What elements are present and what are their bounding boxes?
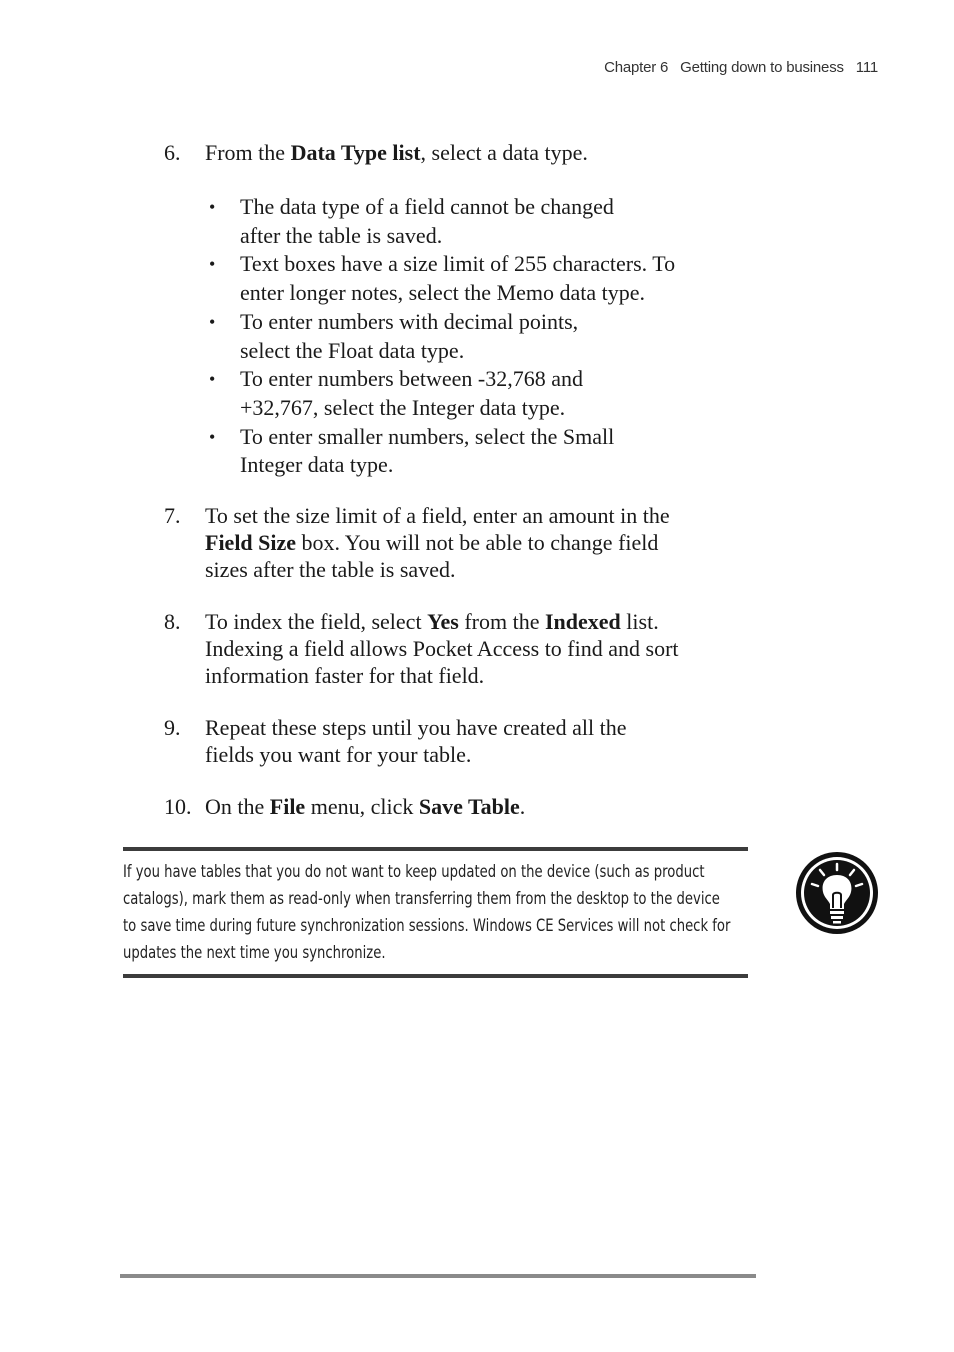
- bullet-icon: •: [209, 311, 216, 332]
- text-line: To enter smaller numbers, select the Small: [240, 423, 615, 449]
- text-line: To set the size limit of a field, enter an amount in the: [205, 503, 670, 528]
- step-number: 7.: [164, 503, 181, 528]
- step-number: 6.: [164, 140, 181, 165]
- list-item: [209, 308, 769, 365]
- step-text: [205, 139, 765, 166]
- page-number: 111: [855, 59, 878, 76]
- page-footer-rule: [120, 1274, 756, 1278]
- tip-top-rule: [123, 847, 748, 851]
- step-text: [205, 714, 765, 768]
- bold-term: Data Type list: [290, 140, 421, 165]
- text-line: +32,767, select the Integer data type.: [240, 394, 566, 420]
- text-run: from the: [458, 609, 545, 634]
- list-item: [209, 365, 769, 422]
- text-line: Integer data type.: [240, 452, 394, 478]
- text-line: Indexing a field allows Pocket Access to find and sort: [205, 636, 679, 661]
- step-text: [205, 608, 765, 689]
- text-line: after the table is saved.: [240, 222, 443, 248]
- text-line: If you have tables that you do not want to keep updated on the device (such as product: [123, 862, 705, 881]
- text-line: updates the next time you synchronize.: [123, 943, 386, 962]
- chapter-label: Chapter 6: [604, 59, 669, 76]
- text-run: On the: [205, 794, 270, 819]
- step-number: 10.: [164, 794, 192, 819]
- lightbulb-icon: [795, 851, 879, 935]
- text-line: To enter numbers between -32,768 and: [240, 366, 584, 392]
- bold-term: Yes: [427, 609, 459, 634]
- text-run: box. You will not be able to change field: [296, 530, 659, 555]
- text-line: select the Float data type.: [240, 337, 465, 363]
- step-number: 9.: [164, 715, 181, 740]
- text-line: catalogs), mark them as read-only when transferring them from the desktop to the device: [123, 889, 720, 908]
- text-line: Text boxes have a size limit of 255 characters. To: [240, 251, 676, 277]
- text-line: The data type of a field cannot be changed: [240, 194, 614, 219]
- step-text: [205, 502, 765, 583]
- bullet-icon: •: [209, 254, 216, 275]
- bold-term: Field Size: [205, 530, 297, 555]
- bullet-list: [209, 193, 769, 480]
- text-line: enter longer notes, select the Memo data type.: [240, 280, 646, 306]
- chapter-title: Getting down to business: [680, 59, 844, 76]
- text-run: From the: [205, 140, 291, 165]
- text-run: list.: [620, 609, 659, 634]
- bullet-icon: •: [209, 369, 216, 390]
- step-text: [205, 793, 765, 820]
- text-line: To enter numbers with decimal points,: [240, 308, 579, 334]
- tip-text: [123, 858, 747, 966]
- bold-term: Indexed: [545, 609, 621, 634]
- step-number: 8.: [164, 609, 181, 634]
- list-item: [209, 250, 769, 307]
- text-line: information faster for that field.: [205, 663, 485, 688]
- text-run: To index the field, select: [205, 609, 428, 634]
- text-run: menu, click: [305, 794, 419, 819]
- running-header: [604, 59, 878, 76]
- text-line: fields you want for your table.: [205, 742, 472, 767]
- text-run: .: [519, 794, 526, 819]
- list-item: [209, 423, 769, 480]
- bold-term: File: [269, 794, 306, 819]
- text-line: sizes after the table is saved.: [205, 557, 456, 582]
- tip-bottom-rule: [123, 974, 748, 978]
- bold-term: Save Table: [418, 794, 520, 819]
- text-line: to save time during future synchronization sessions. Windows CE Services will not check for: [123, 916, 731, 935]
- bullet-icon: •: [209, 426, 216, 447]
- text-run: , select a data type.: [420, 140, 588, 165]
- text-line: Repeat these steps until you have created all the: [205, 715, 627, 740]
- list-item: [209, 193, 769, 250]
- bullet-icon: •: [209, 197, 216, 217]
